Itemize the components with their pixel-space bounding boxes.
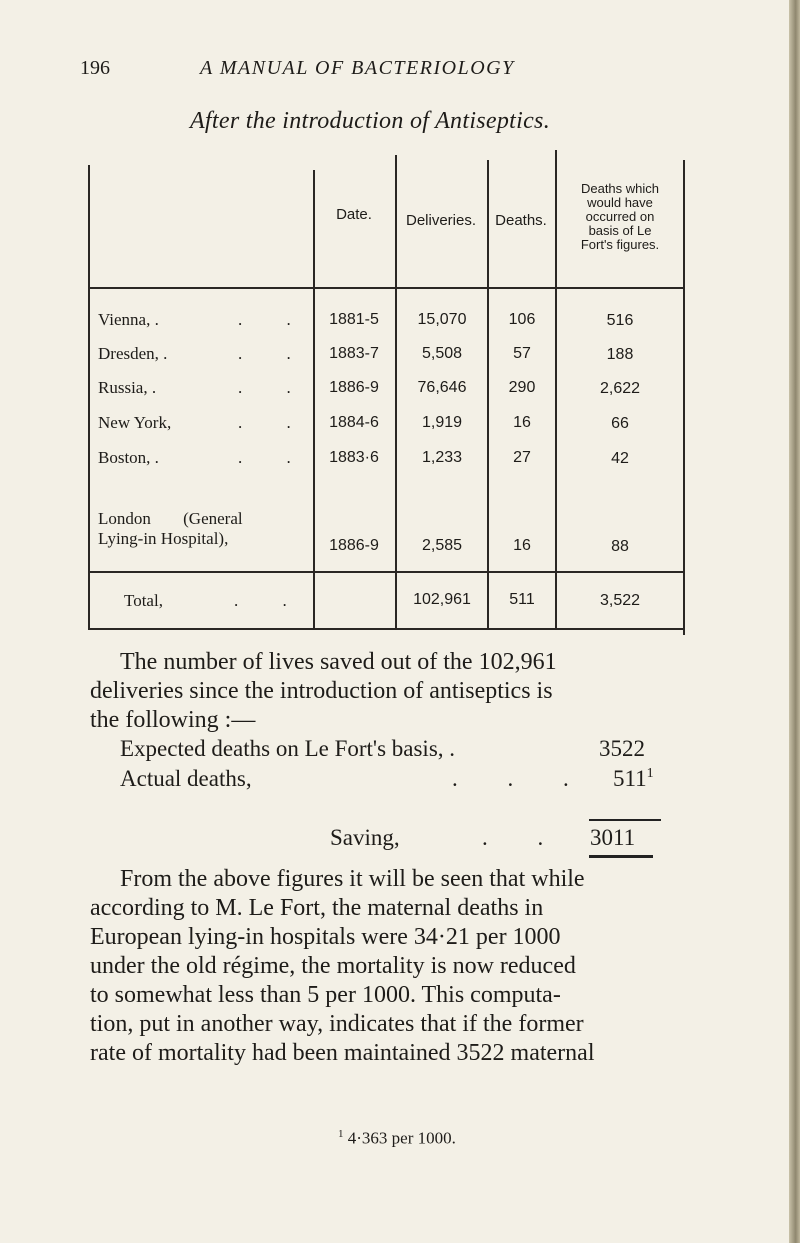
row-place: Vienna, . . . [98, 310, 311, 329]
cell-deliveries: 2,585 [421, 537, 463, 554]
cell-deliveries: 1,919 [421, 414, 463, 431]
column-header-deaths: Deaths. [495, 212, 547, 229]
table-rule [313, 170, 315, 630]
total-underline [589, 855, 653, 858]
cell-fort: 516 [606, 312, 634, 329]
cell-date: 1883·6 [329, 449, 379, 466]
page-number: 196 [80, 57, 110, 79]
expected-deaths-line: Expected deaths on Le Fort's basis, . 3522 [120, 736, 645, 761]
row-place: Russia, . . . [98, 378, 311, 397]
row-place: London (General Lying-in Hospital), [98, 509, 243, 548]
cell-fort: 66 [611, 415, 629, 432]
running-title: A MANUAL OF BACTERIOLOGY [200, 57, 515, 79]
cell-date: 1881-5 [329, 311, 379, 328]
cell-deliveries: 102,961 [413, 591, 471, 608]
footnote: $^1$ 4·363 per 1000. [338, 1128, 456, 1148]
cell-date: 1886-9 [329, 379, 379, 396]
row-place: Total, . . [124, 591, 307, 610]
cell-fort: 88 [611, 538, 629, 555]
row-place: New York, . . [98, 413, 311, 432]
cell-deaths: 27 [513, 449, 531, 466]
cell-deliveries: 15,070 [417, 311, 467, 328]
column-header-deliveries: Deliveries. [405, 212, 477, 229]
cell-fort: 42 [611, 450, 629, 467]
cell-deaths: 16 [513, 537, 531, 554]
cell-fort: 3,522 [599, 592, 641, 609]
cell-date: 1883-7 [329, 345, 379, 362]
column-header-fort: Deaths which would have occurred on basis of Le Fort's figures. [580, 181, 660, 252]
actual-deaths-line: Actual deaths, . . . 511$^1$ [120, 766, 654, 791]
paragraph-intro: The number of lives saved out of the 102,961 deliveries since the introduction of antiseptics is the following :— [90, 649, 557, 733]
paragraph-conclusion: From the above figures it will be seen that while according to M. Le Fort, the maternal deaths in European lying-in hospitals were 34·21 per 1000 under the old régime, the mortality is now reduced to somewhat less than 5 per 1000. This computa- tion, put in another way, indicates that if the former rate of mortality had been maintained 3522 maternal [90, 866, 595, 1066]
cell-date: 1884-6 [329, 414, 379, 431]
column-header-date: Date. [336, 206, 372, 223]
cell-deliveries: 1,233 [421, 449, 463, 466]
table-rule [88, 628, 684, 630]
cell-deaths: 57 [513, 345, 531, 362]
cell-date: 1886-9 [329, 537, 379, 554]
page-edge [789, 0, 800, 1243]
row-place: Boston, . . . [98, 448, 311, 467]
table-rule [88, 571, 684, 573]
table-rule [88, 165, 90, 630]
table-rule [88, 287, 684, 289]
saving-line: Saving, . . 3011 [330, 825, 636, 850]
row-place: Dresden, . . . [98, 344, 311, 363]
cell-deaths: 16 [513, 414, 531, 431]
cell-deaths: 290 [508, 379, 536, 396]
table-caption: After the introduction of Antiseptics. [189, 108, 551, 134]
sum-rule [589, 819, 661, 821]
cell-deliveries: 5,508 [421, 345, 463, 362]
cell-fort: 2,622 [599, 380, 641, 397]
cell-fort: 188 [606, 346, 634, 363]
cell-deaths: 106 [508, 311, 536, 328]
cell-deliveries: 76,646 [417, 379, 467, 396]
cell-deaths: 511 [509, 591, 535, 608]
